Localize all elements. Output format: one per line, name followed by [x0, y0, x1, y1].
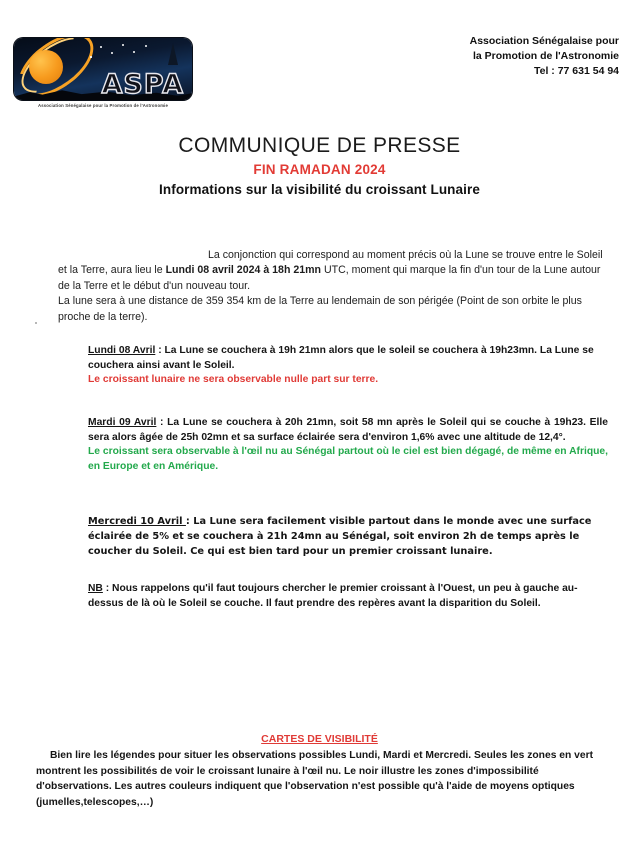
page-title: COMMUNIQUE DE PRESSE [178, 134, 461, 157]
nb-separator: : [102, 583, 113, 594]
document-header [0, 0, 639, 126]
logo-wordmark: ASPA [101, 69, 184, 100]
org-line-2: la Promotion de l'Astronomie [472, 50, 619, 62]
mardi-body: La Lune se couchera à 20h 21mn, soit 58 mn après le Soleil qui se couche à 19h23. Elle sera alors âgée de 25h 02mn et sa surface éclairée sera d'environ 1,6% avec une altitude de 12,4°. [88, 417, 608, 443]
margin-artifact [35, 322, 37, 324]
mercredi-body: La Lune sera facilement visible partout dans le monde avec une surface éclairée de 5% et se couchera à 21h 24mn au Sénégal, soit environ 2h de temps après le coucher du Soleil. Ce qui est bien tard pour un premier croissant lunaire. [88, 516, 592, 557]
intro-paragraph-1 [58, 248, 610, 294]
mercredi-paragraph [88, 514, 608, 559]
mardi-heading: Mardi 09 Avril [88, 417, 157, 428]
lundi-paragraph [88, 344, 608, 373]
mardi-separator: : [156, 417, 168, 428]
nb-body: Nous rappelons qu'il faut toujours chercher le premier croissant à l'Ouest, un peu à gauche au-dessus de là où le Soleil se couche. Il faut prendre des repères avant la disparition du Soleil. [88, 583, 578, 609]
telescope-icon [168, 43, 178, 65]
mercredi-separator: : [185, 516, 194, 527]
nb-paragraph [88, 582, 608, 611]
cartes-title-text: CARTES DE VISIBILITÉ [261, 733, 378, 745]
cartes-section-title [0, 733, 639, 745]
star-icon [90, 56, 92, 58]
page-subtitle-secondary: Informations sur la visibilité du croissant Lunaire [159, 182, 480, 197]
intro-paragraph-2: La lune sera à une distance de 359 354 km de la Terre au lendemain de son périgée (Point de son orbite le plus proche de la terre). [58, 295, 582, 323]
page-subtitle: FIN RAMADAN 2024 [253, 162, 386, 177]
aspa-logo [14, 38, 204, 108]
day-block-lundi [88, 344, 608, 388]
title-group [0, 134, 639, 197]
nb-heading: NB [88, 583, 103, 594]
org-line-1: Association Sénégalaise pour [469, 35, 619, 47]
cartes-paragraph: Bien lire les légendes pour situer les observations possibles Lundi, Mardi et Mercredi. Seules les zones en vert montrent les possibilités de voir le croissant lunaire à l'œil nu. Le noir illustre les zones d'impossibilité d'observations. Les autres couleurs indiquent que l'observation n'est possible qu'à l'aide de moyens optiques (jumelles,telescopes,…) [36, 750, 594, 808]
star-icon [133, 51, 135, 53]
mercredi-heading: Mercredi 10 Avril [88, 516, 186, 527]
conjunction-datetime: Lundi 08 avril 2024 à 18h 21mn [165, 264, 322, 277]
intro-section [58, 248, 610, 325]
star-icon [100, 46, 102, 48]
mardi-visibility-note: Le croissant sera observable à l'œil nu au Sénégal partout où le ciel est bien dégagé, de même en Afrique, en Europe et en Amérique. [88, 446, 608, 472]
intro-text-b: UTC, moment qui marque la fin d'un tour de la Lune autour de la Terre et le début d'un nouveau tour. [58, 264, 601, 292]
star-icon [145, 45, 147, 47]
cartes-section-body [36, 748, 608, 810]
lundi-heading: Lundi 08 Avril [88, 345, 156, 356]
org-phone: Tel : 77 631 54 94 [533, 65, 619, 77]
organization-contact [379, 34, 619, 79]
star-icon [111, 52, 113, 54]
day-block-mercredi [88, 514, 608, 559]
lundi-body: La Lune se couchera à 19h 21mn alors que le soleil se couchera à 19h23mn. La Lune se couchera ainsi avant le Soleil. [88, 345, 594, 371]
planet-icon [29, 50, 63, 84]
star-icon [122, 44, 124, 46]
logo-card [14, 38, 192, 100]
mardi-paragraph [88, 416, 608, 445]
day-block-mardi [88, 416, 608, 474]
intro-text-a: La conjonction qui correspond au moment précis où la Lune se trouve entre le Soleil et la Terre, aura lieu le [58, 249, 603, 277]
lundi-separator: : [155, 345, 165, 356]
lundi-visibility-note: Le croissant lunaire ne sera observable nulle part sur terre. [88, 374, 379, 386]
logo-caption: Association Sénégalaise pour la Promotion de l'Astronomie [37, 103, 169, 108]
note-block-nb [88, 582, 608, 611]
